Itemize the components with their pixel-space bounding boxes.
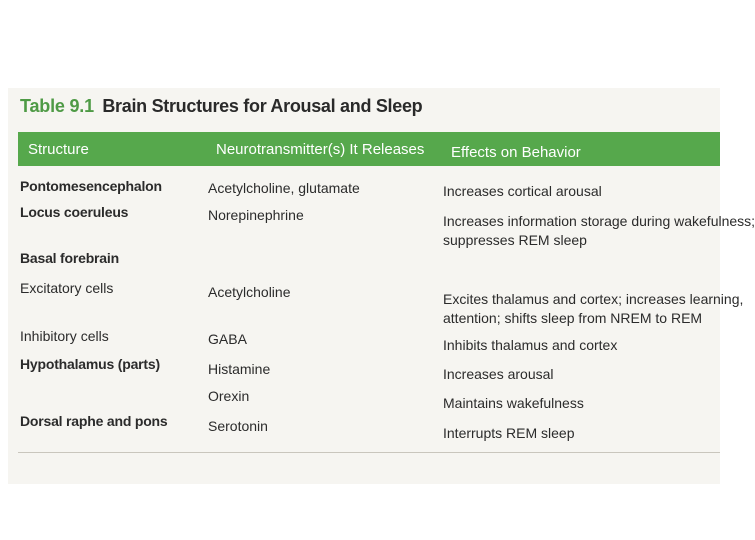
row-neurotransmitter-excitatory-cells: Acetylcholine — [208, 284, 291, 300]
row-structure-excitatory-cells: Excitatory cells — [20, 280, 114, 296]
row-structure-basal-forebrain: Basal forebrain — [20, 250, 119, 266]
table-caption — [20, 96, 422, 117]
row-effect-orexin: Maintains wakefulness — [443, 395, 584, 411]
table-bottom-rule — [18, 452, 720, 453]
row-effect-pontomesencephalon: Increases cortical arousal — [443, 183, 602, 199]
row-neurotransmitter-orexin: Orexin — [208, 388, 250, 404]
row-neurotransmitter-inhibitory-cells: GABA — [208, 331, 247, 347]
header-effects: Effects on Behavior — [451, 144, 581, 161]
header-structure: Structure — [28, 141, 89, 158]
row-neurotransmitter-pontomesencephalon: Acetylcholine, glutamate — [208, 180, 360, 196]
table-title: Brain Structures for Arousal and Sleep — [102, 96, 423, 116]
header-neurotransmitter: Neurotransmitter(s) It Releases — [216, 141, 425, 158]
row-structure-locus-coeruleus: Locus coeruleus — [20, 204, 129, 220]
row-effect-excitatory-cells-line2: attention; shifts sleep from NREM to REM — [443, 310, 703, 326]
row-structure-inhibitory-cells: Inhibitory cells — [20, 328, 109, 344]
row-effect-hypothalamus: Increases arousal — [443, 366, 554, 382]
row-neurotransmitter-locus-coeruleus: Norepinephrine — [208, 207, 304, 223]
row-structure-pontomesencephalon: Pontomesencephalon — [20, 178, 162, 194]
row-effect-locus-coeruleus-line2: suppresses REM sleep — [443, 232, 587, 248]
row-structure-dorsal-raphe: Dorsal raphe and pons — [20, 413, 168, 429]
row-effect-locus-coeruleus-line1: Increases information storage during wakefulness; — [443, 213, 755, 229]
scanned-table-page — [8, 88, 755, 484]
row-effect-inhibitory-cells: Inhibits thalamus and cortex — [443, 337, 618, 353]
row-structure-hypothalamus: Hypothalamus (parts) — [20, 356, 160, 372]
row-neurotransmitter-dorsal-raphe: Serotonin — [208, 418, 268, 434]
row-effect-dorsal-raphe: Interrupts REM sleep — [443, 425, 575, 441]
row-neurotransmitter-hypothalamus: Histamine — [208, 361, 271, 377]
row-effect-excitatory-cells-line1: Excites thalamus and cortex; increases learning, — [443, 291, 744, 307]
table-number: Table 9.1 — [20, 96, 94, 116]
table-header — [18, 132, 720, 166]
